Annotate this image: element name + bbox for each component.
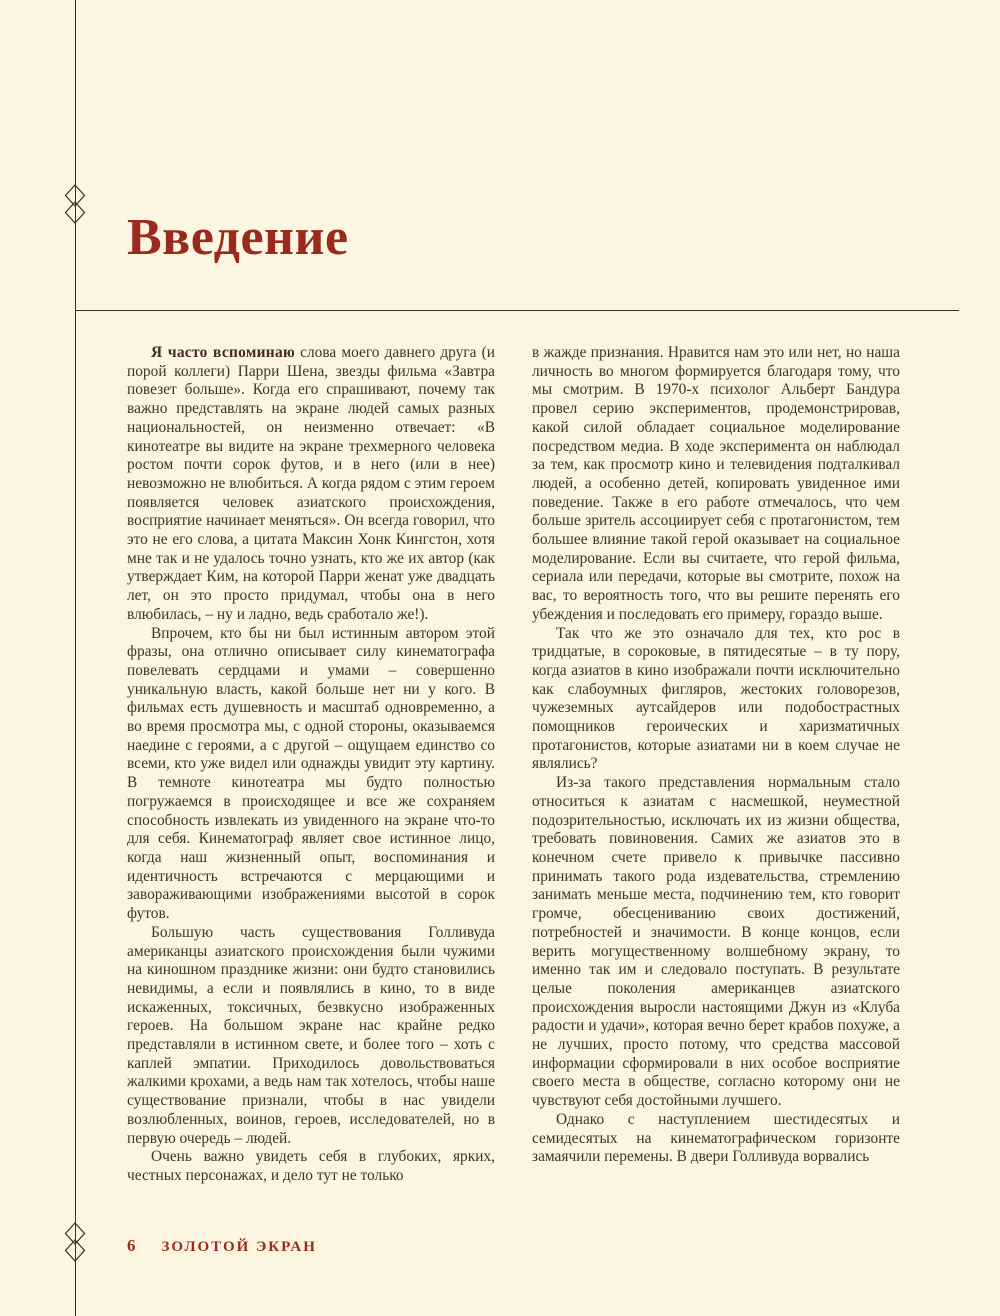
paragraph: Очень важно увидеть себя в глубоких, ярких, честных персонажах, и дело тут не только — [127, 1148, 495, 1184]
diamond-ornament-bottom — [64, 1222, 86, 1269]
chapter-title: Введение — [127, 209, 349, 266]
paragraph — [127, 344, 495, 625]
paragraph-text: слова моего давнего друга (и порой коллеги) Парри Шена, звезды фильма «Завтра повезет больше». Когда его спрашивают, почему так важно представлять на экране людей самых разных национальностей, он неизменно отвечает: «В кинотеатре вы видите на экране трехмерного человека ростом почти сорок футов, и в него (или в нее) невозможно не влюбиться. А когда рядом с этим героем появляется человек азиатского происхождения, восприятие начинает меняться». Он всегда говорил, что это не его слова, а цитата Максин Хонк Кингстон, хотя мне так и не удалось точно узнать, кто же их автор (как утверждает Ким, на которой Парри женат уже двадцать лет, он это просто придумал, чтобы она в него влюбилась, – ну и ладно, ведь сработало же!). — [127, 344, 495, 623]
paragraph: Впрочем, кто бы ни был истинным автором этой фразы, она отлично описывает силу кинематографа повелевать сердцами и умами – совершенно уникальную власть, какой больше нет ни у кого. В фильмах есть душевность и масштаб одновременно, а во время просмотра мы, с одной стороны, оказываемся наедине с героями, а с другой – ощущаем единство со всеми, кто уже видел или однажды увидит эту картину. В темноте кинотеатра мы будто полностью погружаемся в происходящее и все же сохраняем способность извлекать из увиденного на экране что-то для себя. Кинематограф являет свое истинное лицо, когда наш жизненный опыт, воспоминания и идентичность встречаются с мерцающими и завораживающими изображениями высотой в сорок футов. — [127, 624, 495, 923]
diamond-ornament-icon — [64, 1222, 86, 1264]
paragraph: Так что же это означало для тех, кто рос в тридцатые, в сороковые, в пятидесятые – в ту пору, когда азиатов в кино изображали почти исключительно как слабоумных фигляров, жестоких головорезов, чужеземных аутсайдеров или подобострастных помощников героических и харизматичных протагонистов, которые азиатами ни в коем случае не являлись? — [532, 624, 900, 773]
page-footer — [127, 1236, 317, 1256]
page-number: 6 — [127, 1236, 136, 1255]
paragraph: Однако с наступлением шестидесятых и семидесятых на кинематографическом горизонте замаячили перемены. В двери Голливуда ворвались — [532, 1110, 900, 1166]
paragraph: Из-за такого представления нормальным стало относиться к азиатам с насмешкой, неуместной подозрительностью, исключать их из жизни общества, требовать повиновения. Самих же азиатов это в конечном счете привело к привычке пассивно принимать такого рода издевательства, стремлению занимать меньше места, подчинению тем, кто говорит громче, обесцениванию своих достижений, потребностей и значимости. В конце концов, если верить могущественному волшебному экрану, то именно так им и следовало поступать. В результате целые поколения американцев азиатского происхождения выросли настоящими Джун из «Клуба радости и удачи», которая вечно берет крабов похуже, а не лучших, просто потому, что средства массовой информации сформировали в них особое восприятие своего места в обществе, согласно которому они не чувствуют себя достойными лучшего. — [532, 774, 900, 1110]
column-left — [127, 344, 495, 1186]
diamond-ornament-top — [64, 184, 86, 231]
paragraph: Большую часть существования Голливуда американцы азиатского происхождения были чужими на киношном празднике жизни: они будто становились невидимы, а если и появлялись в кино, то в виде искаженных, токсичных, безвкусно изображенных героев. На большом экране нас крайне редко представляли в истинном свете, и более того – хоть с каплей эмпатии. Приходилось довольствоваться жалкими крохами, а ведь нам так хотелось, чтобы наше существование признали, чтобы в нас увидели возлюбленных, воинов, героев, исследователей, но в первую очередь – людей. — [127, 923, 495, 1147]
text-columns — [127, 344, 900, 1186]
column-right — [532, 344, 900, 1186]
lead-in-phrase: Я часто вспоминаю — [151, 344, 296, 361]
title-rule — [75, 310, 959, 311]
diamond-ornament-icon — [64, 184, 86, 226]
paragraph: в жажде признания. Нравится нам это или нет, но наша личность во многом формируется благодаря тому, что мы смотрим. В 1970-х психолог Альберт Бандура провел серию экспериментов, продемонстрировав, какой силой обладает социальное моделирование посредством медиа. В ходе эксперимента он наблюдал за тем, как просмотр кино и телевидения подталкивал людей, а особенно детей, копировать увиденное ими поведение. Также в его работе отмечалось, что чем больше зритель ассоциирует себя с протагонистом, тем большее влияние такой герой оказывает на социальное моделирование. Если вы считаете, что герой фильма, сериала или передачи, которые вы смотрите, похож на вас, то вероятность того, что вы решите перенять его убеждения и последовать его примеру, гораздо выше. — [532, 344, 900, 623]
book-title: ЗОЛОТОЙ ЭКРАН — [161, 1239, 317, 1255]
